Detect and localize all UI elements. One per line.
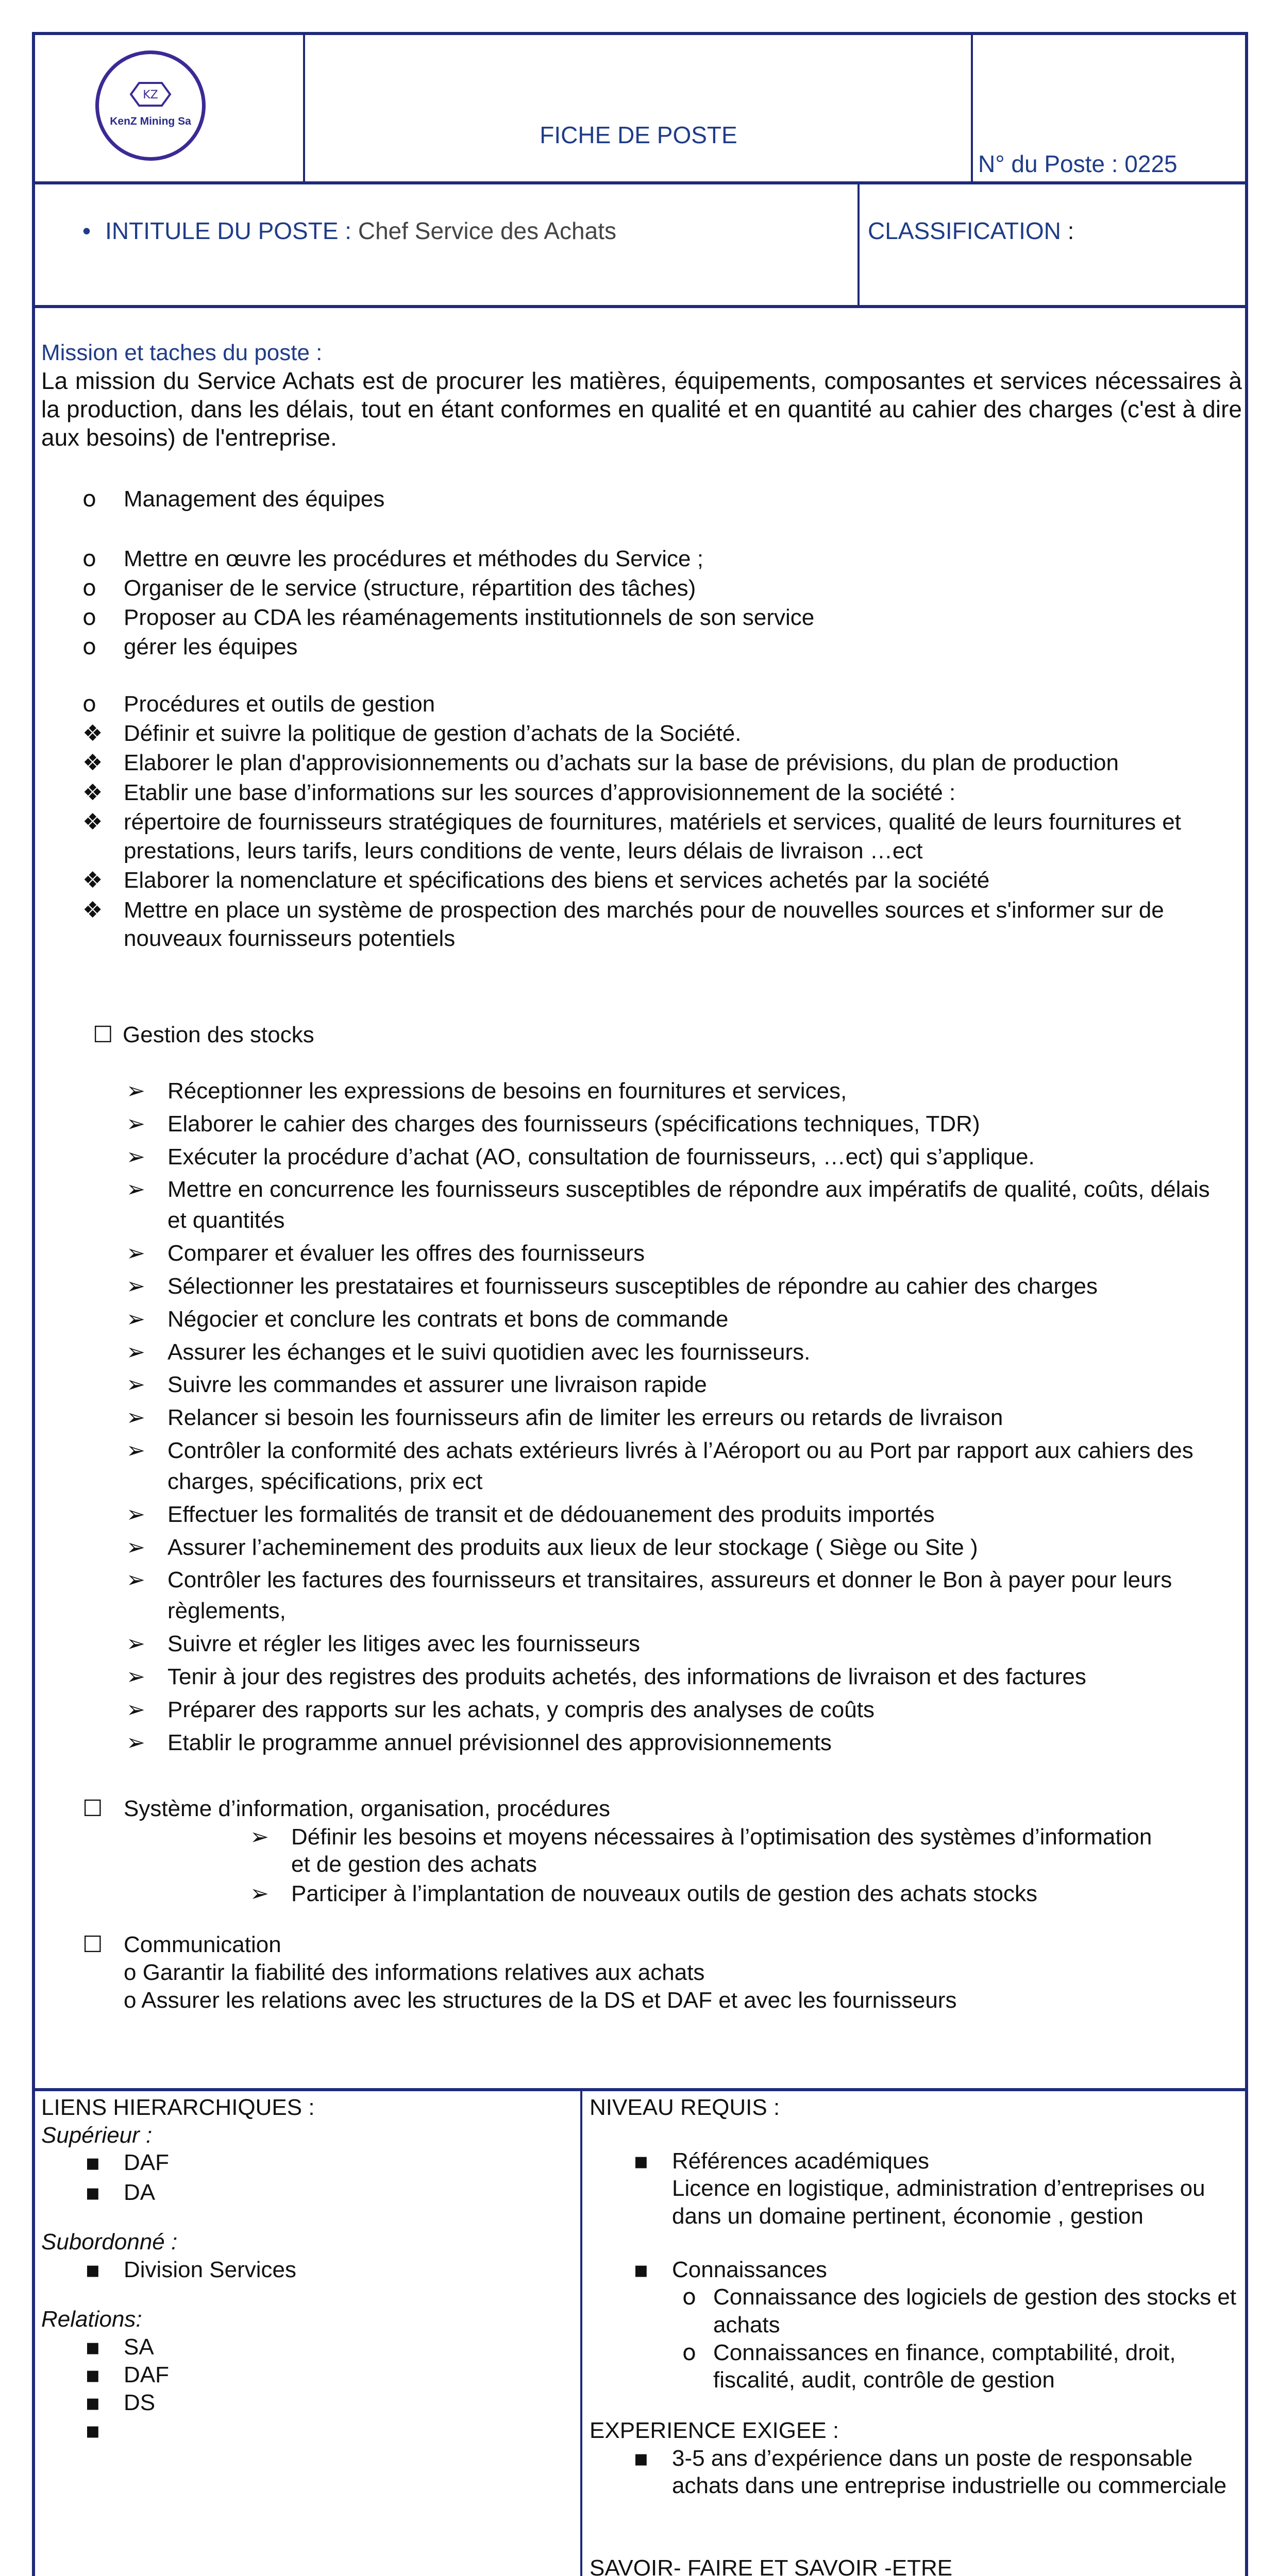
list-item: ➢ Assurer l’acheminement des produits aux lieux de leur stockage ( Siège ou Site ): [126, 1534, 978, 1561]
list-item: ▪ DAF: [85, 2149, 169, 2176]
list-item: ➢ Suivre et régler les litiges avec les fournisseurs: [126, 1631, 641, 1657]
checkbox-icon: ☐: [93, 1022, 113, 1048]
list-item: ▪ DS: [85, 2389, 156, 2416]
communication-heading: Communication: [124, 1932, 281, 1957]
logo-text: KenZ Mining Sa: [110, 115, 191, 127]
list-item: o Proposer au CDA les réaménagements institutionnels de son service: [82, 604, 815, 631]
list-item: ❖ Etablir une base d’informations sur les sources d’approvisionnement de la société :: [82, 779, 956, 806]
list-item: ➢ Sélectionner les prestataires et fournisseurs susceptibles de répondre au cahier des charges: [126, 1273, 1098, 1299]
references-label: Références académiques: [672, 2148, 929, 2174]
list-item: ➢ Etablir le programme annuel prévisionnel des approvisionnements: [126, 1729, 832, 1756]
list-item: ❖ Mettre en place un système de prospection des marchés pour de nouvelles sources et s'informer sur de nouveaux fournisseurs potentiels: [82, 896, 1164, 952]
list-item: o Garantir la fiabilité des informations relatives aux achats: [124, 1960, 705, 1985]
management-heading: Management des équipes: [124, 486, 385, 512]
list-item: o gérer les équipes: [82, 634, 298, 660]
header-vline-2: [971, 32, 973, 183]
list-item: ➢ Effectuer les formalités de transit et de dédouanement des produits importés: [126, 1501, 935, 1528]
circle-bullet: o: [82, 691, 96, 717]
list-item: ➢ Suivre les commandes et assurer une livraison rapide: [126, 1371, 707, 1398]
header-divider: [32, 181, 1248, 184]
list-item: ➢ Préparer des rapports sur les achats, y compris des analyses de coûts: [126, 1696, 875, 1723]
list-item: o Connaissances en finance, comptabilité, droit, fiscalité, audit, contrôle de gestion: [682, 2339, 1176, 2393]
connaissances-label: Connaissances: [672, 2257, 827, 2282]
liens-heading: LIENS HIERARCHIQUES :: [41, 2095, 315, 2120]
intitule-divider: [32, 305, 1248, 308]
page-title: FICHE DE POSTE: [540, 122, 737, 148]
logo-mark-icon: [127, 79, 174, 110]
mission-text: La mission du Service Achats est de procurer les matières, équipements, composantes et services nécessaires à la production, dans les délais, tout en étant conformes en qualité et en quantité au cahier des charges (c'est à dire aux besoins) de l'entreprise.: [41, 367, 1242, 451]
classification-value: :: [1067, 217, 1074, 244]
classification-label: CLASSIFICATION: [868, 217, 1061, 244]
list-item: o Assurer les relations avec les structures de la DS et DAF et avec les fournisseurs: [124, 1987, 957, 2013]
stocks-list: [126, 1076, 1234, 1760]
connaissances-block: ▪ Connaissances o Connaissance des logiciels de gestion des stocks et achats o Connaissances en finance, comptabilité, droit, fiscalité, audit, contrôle de gestion: [590, 2256, 1239, 2394]
references-text: Licence en logistique, administration d’entreprises ou dans un domaine pertinent, économie , gestion: [672, 2176, 1205, 2229]
logo-mark-text: KZ: [143, 89, 158, 101]
procedures-heading: Procédures et outils de gestion: [124, 691, 435, 717]
niveau-section: [590, 2094, 1239, 2576]
list-item: ❖ répertoire de fournisseurs stratégiques de fournitures, matériels et services, qualité de leurs fournitures et prestations, leurs tarifs, leurs conditions de vente, leurs délais de livraison …ect: [82, 809, 1181, 863]
list-item: ➢ Comparer et évaluer les offres des fournisseurs: [126, 1240, 645, 1267]
list-item: ➢ Participer à l’implantation de nouveaux outils de gestion des achats stocks: [250, 1880, 1037, 1907]
bullet-dot: •: [82, 217, 91, 244]
niveau-heading: NIVEAU REQUIS :: [590, 2095, 780, 2120]
circle-bullet: o: [82, 486, 96, 512]
references-block: ▪ Références académiques Licence en logistique, administration d’entreprises ou dans un domaine pertinent, économie , gestion: [590, 2147, 1239, 2230]
frame-top: [32, 32, 1248, 35]
list-item: ▪: [85, 2417, 100, 2444]
list-item: ➢ Mettre en concurrence les fournisseurs susceptibles de répondre aux impératifs de qualité, coûts, délais et quantités: [126, 1176, 1210, 1233]
list-item: o Organiser de le service (structure, répartition des tâches): [82, 575, 696, 601]
list-item: ➢ Exécuter la procédure d’achat (AO, consultation de fournisseurs, …ect) qui s’applique.: [126, 1143, 1035, 1170]
list-item: ▪ SA: [85, 2333, 154, 2360]
poste-number: N° du Poste : 0225: [978, 150, 1178, 177]
management-list: [82, 545, 1226, 663]
header-vline-1: [303, 32, 305, 183]
intitule-vline: [857, 181, 860, 307]
intitule-row: [82, 216, 616, 245]
systeme-heading: Système d’information, organisation, procédures: [124, 1796, 611, 1821]
stocks-heading: Gestion des stocks: [123, 1022, 314, 1047]
list-item: ▪ Division Services: [85, 2257, 296, 2283]
checkbox-icon: ☐: [82, 1795, 103, 1822]
list-item: o Mettre en œuvre les procédures et méthodes du Service ;: [82, 546, 703, 572]
intitule-label: INTITULE DU POSTE :: [105, 217, 352, 244]
liens-section: [41, 2094, 577, 2445]
savoir-heading: SAVOIR- FAIRE ET SAVOIR -ETRE: [590, 2555, 953, 2576]
subordonne-label: Subordonné :: [41, 2229, 178, 2255]
list-item: ➢ Elaborer le cahier des charges des fournisseurs (spécifications techniques, TDR): [126, 1110, 980, 1137]
list-item: o Connaissance des logiciels de gestion des stocks et achats: [682, 2284, 1237, 2338]
list-item: ➢ Tenir à jour des registres des produits achetés, des informations de livraison et des factures: [126, 1663, 1086, 1690]
list-item: ❖ Elaborer la nomenclature et spécifications des biens et services achetés par la société: [82, 867, 990, 894]
experience-heading: EXPERIENCE EXIGEE :: [590, 2418, 839, 2444]
systeme-list: [250, 1824, 1157, 1909]
list-item: ➢ Assurer les échanges et le suivi quotidien avec les fournisseurs.: [126, 1338, 811, 1365]
list-item: ❖ Elaborer le plan d'approvisionnements ou d’achats sur la base de prévisions, du plan de production: [82, 750, 1119, 776]
classification: [868, 216, 1074, 245]
checkbox-icon: ☐: [82, 1931, 103, 1958]
procedures-list: [82, 719, 1206, 954]
liens-divider: [32, 2088, 1248, 2091]
communication-list: [124, 1959, 956, 2014]
mission-heading: Mission et taches du poste :: [41, 340, 323, 365]
list-item: ➢ Définir les besoins et moyens nécessaires à l’optimisation des systèmes d’information et de gestion des achats: [250, 1824, 1152, 1877]
list-item: ➢ Négocier et conclure les contrats et bons de commande: [126, 1306, 729, 1332]
list-item: ▪ 3-5 ans d’expérience dans un poste de responsable achats dans une entreprise industrielle ou commerciale: [633, 2445, 1227, 2499]
superieur-label: Supérieur :: [41, 2122, 153, 2148]
list-item: ➢ Réceptionner les expressions de besoins en fournitures et services,: [126, 1078, 847, 1104]
company-logo: [95, 50, 206, 161]
list-item: ▪ DA: [85, 2179, 156, 2206]
list-item: ➢ Relancer si besoin les fournisseurs afin de limiter les erreurs ou retards de livraison: [126, 1404, 1003, 1431]
list-item: ➢ Contrôler la conformité des achats extérieurs livrés à l’Aéroport ou au Port par rapport aux cahiers des charges, spécifications, prix ect: [126, 1437, 1193, 1494]
list-item: ▪ DAF: [85, 2361, 169, 2388]
relations-label: Relations:: [41, 2307, 142, 2332]
intitule-value: Chef Service des Achats: [358, 217, 616, 244]
list-item: ❖ Définir et suivre la politique de gestion d’achats de la Société.: [82, 720, 742, 747]
list-item: ➢ Contrôler les factures des fournisseurs et transitaires, assureurs et donner le Bon à payer pour leurs règlements,: [126, 1567, 1172, 1624]
liens-vline: [580, 2088, 582, 2576]
